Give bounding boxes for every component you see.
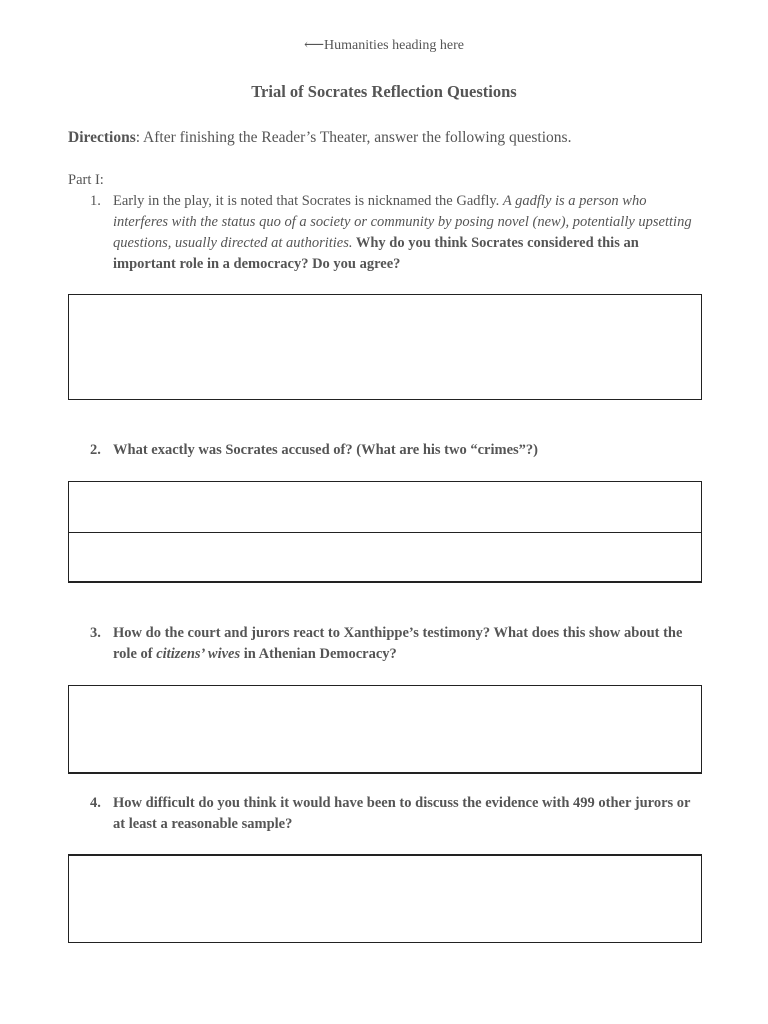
page-title: Trial of Socrates Reflection Questions <box>251 82 517 101</box>
question-prompt-a: How do the court and jurors react to Xanthippe’s testimony? What does this show about the role of <box>113 625 683 662</box>
question-prompt: How difficult do you think it would have been to discuss the evidence with 499 other jurors or at least a reasonable sample? <box>113 795 691 832</box>
question-4 <box>90 793 702 835</box>
question-number: 3. <box>90 625 101 641</box>
question-number: 1. <box>90 193 101 209</box>
directions-text: : After finishing the Reader’s Theater, answer the following questions. <box>135 129 572 146</box>
answer-row-divider <box>69 532 701 533</box>
question-text <box>113 191 702 275</box>
answer-box-2[interactable] <box>68 481 702 583</box>
question-number: 2. <box>90 442 101 458</box>
heading-placeholder-note: ⟵Humanities heading here <box>303 38 465 53</box>
gadfly-definition: A gadfly is a person who interferes with the status quo of a society or community by posing novel (new), potentially upsetting questions, usually directed at authorities. <box>113 193 692 251</box>
question-prompt-italic: citizens’ wives <box>156 646 241 662</box>
question-1 <box>90 191 702 275</box>
question-3 <box>90 623 702 665</box>
question-number: 4. <box>90 795 101 811</box>
question-prompt: What exactly was Socrates accused of? (What are his two “crimes”?) <box>113 442 538 458</box>
answer-box-1[interactable] <box>68 294 702 400</box>
question-prompt-b: in Athenian Democracy? <box>240 646 397 662</box>
directions <box>68 129 708 147</box>
answer-box-4[interactable] <box>68 854 702 943</box>
part-label: Part I: <box>68 172 104 188</box>
directions-label: Directions <box>68 129 136 146</box>
question-2 <box>90 440 702 461</box>
question-intro: Early in the play, it is noted that Socrates is nicknamed the Gadfly. <box>113 193 503 209</box>
question-prompt: Why do you think Socrates considered this an important role in a democracy? Do you agree? <box>113 235 639 272</box>
question-text <box>113 623 702 665</box>
answer-box-3[interactable] <box>68 685 702 774</box>
